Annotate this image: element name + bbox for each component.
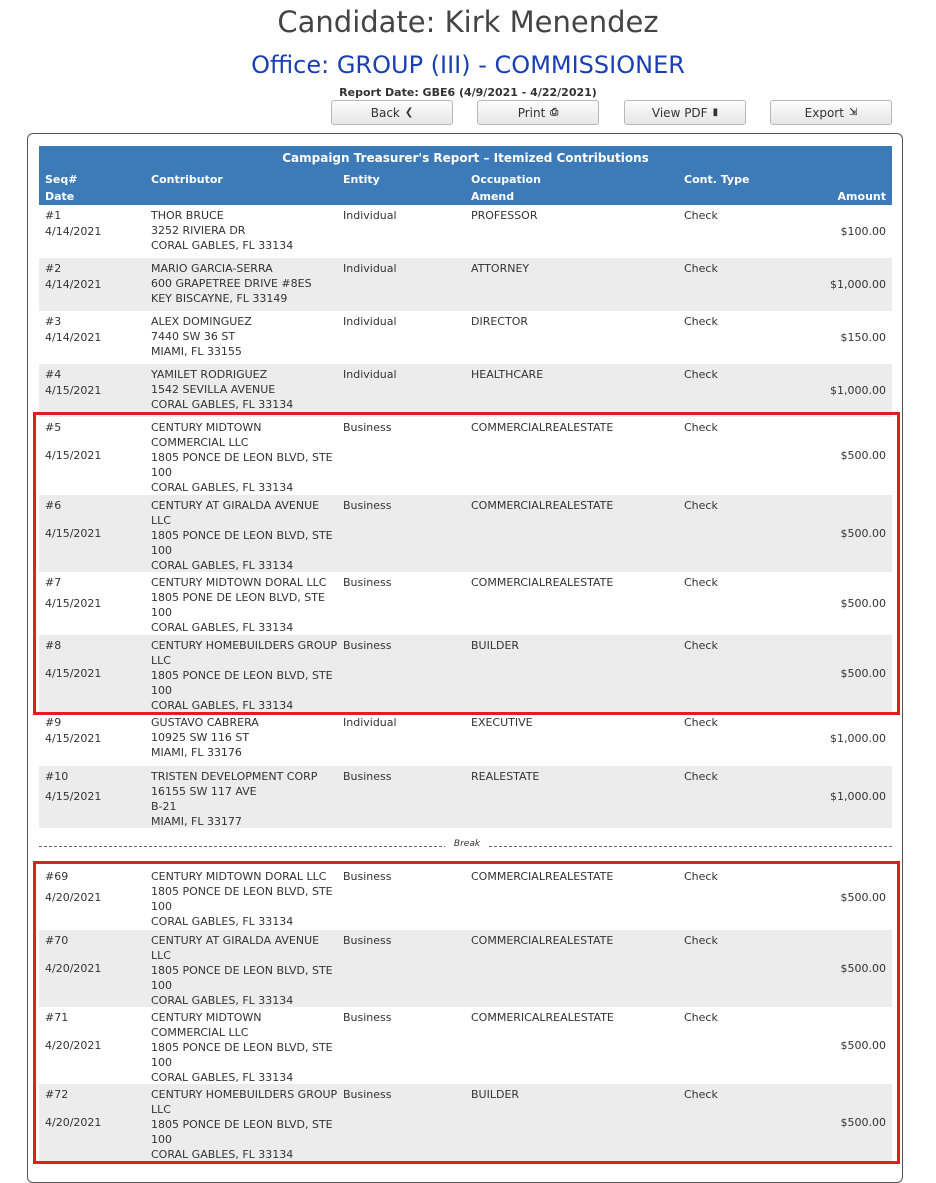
contributor-line: CENTURY MIDTOWN (151, 421, 262, 434)
view-pdf-label: View PDF (651, 105, 708, 120)
export-icon: ⇲ (848, 107, 858, 118)
chevron-left-icon: ❮ (404, 107, 414, 118)
row-date: 4/20/2021 (45, 962, 102, 975)
contributor-line: 100 (151, 466, 172, 479)
row-type: Check (684, 315, 718, 328)
report-date: Report Date: GBE6 (4/9/2021 - 4/22/2021) (339, 86, 597, 99)
col-type: Cont. Type (684, 173, 750, 186)
row-seq: #3 (45, 315, 62, 328)
table-row (39, 258, 892, 311)
row-type: Check (684, 1088, 718, 1101)
row-date: 4/20/2021 (45, 891, 102, 904)
contributor-line: CORAL GABLES, FL 33134 (151, 621, 294, 634)
break-label: Break (445, 839, 489, 849)
contributor-line: 100 (151, 684, 172, 697)
export-button[interactable] (770, 100, 892, 125)
row-type: Check (684, 209, 718, 222)
row-contributor (151, 715, 259, 760)
table-row (39, 364, 892, 417)
row-type: Check (684, 934, 718, 947)
contributor-line: 100 (151, 900, 172, 913)
row-occupation: COMMERCIALREALESTATE (471, 499, 614, 512)
row-occupation: COMMERCIALREALESTATE (471, 576, 614, 589)
print-label: Print (517, 105, 546, 120)
row-seq: #71 (45, 1011, 69, 1024)
contributor-line: ALEX DOMINGUEZ (151, 315, 252, 328)
row-type: Check (684, 870, 718, 883)
row-type: Check (684, 639, 718, 652)
contributor-line: 100 (151, 1056, 172, 1069)
row-seq: #5 (45, 421, 62, 434)
row-entity: Individual (343, 262, 397, 275)
contributor-line: B-21 (151, 800, 177, 813)
row-seq: #72 (45, 1088, 69, 1101)
row-date: 4/15/2021 (45, 527, 102, 540)
row-type: Check (684, 770, 718, 783)
row-amount: $500.00 (840, 1039, 886, 1052)
row-amount: $500.00 (840, 597, 886, 610)
row-occupation: HEALTHCARE (471, 368, 544, 381)
contributor-line: 1805 PONCE DE LEON BLVD, STE (151, 1041, 333, 1054)
print-button[interactable] (477, 100, 599, 125)
contributor-line: 1805 PONCE DE LEON BLVD, STE (151, 669, 333, 682)
back-button[interactable] (331, 100, 453, 125)
printer-icon: ⎙ (550, 107, 559, 118)
contributor-line: CENTURY MIDTOWN DORAL LLC (151, 576, 327, 589)
contributor-line: 100 (151, 606, 172, 619)
row-date: 4/20/2021 (45, 1039, 102, 1052)
contributor-line: CENTURY MIDTOWN DORAL LLC (151, 870, 327, 883)
row-entity: Business (343, 421, 392, 434)
row-entity: Individual (343, 716, 397, 729)
row-seq: #9 (45, 716, 62, 729)
row-entity: Business (343, 1011, 392, 1024)
row-seq: #69 (45, 870, 69, 883)
row-entity: Business (343, 770, 392, 783)
row-date: 4/14/2021 (45, 331, 102, 344)
row-entity: Business (343, 639, 392, 652)
row-contributor (151, 367, 293, 412)
contributor-line: CENTURY HOMEBUILDERS GROUP (151, 639, 338, 652)
row-date: 4/20/2021 (45, 1116, 102, 1129)
contributor-line: CENTURY AT GIRALDA AVENUE (151, 934, 320, 947)
row-amount: $1,000.00 (830, 384, 886, 397)
table-row (39, 311, 892, 364)
row-seq: #2 (45, 262, 62, 275)
contributor-line: CENTURY HOMEBUILDERS GROUP (151, 1088, 338, 1101)
contributor-line: CORAL GABLES, FL 33134 (151, 915, 294, 928)
contributor-line: 16155 SW 117 AVE (151, 785, 257, 798)
row-seq: #10 (45, 770, 69, 783)
office-title: Office: GROUP (III) - COMMISSIONER (251, 51, 685, 79)
row-entity: Business (343, 1088, 392, 1101)
row-entity: Business (343, 934, 392, 947)
row-entity: Business (343, 576, 392, 589)
contributor-line: LLC (151, 1103, 171, 1116)
contributor-line: 1805 PONCE DE LEON BLVD, STE (151, 1118, 333, 1131)
contributor-line: CORAL GABLES, FL 33134 (151, 994, 294, 1007)
row-occupation: COMMERCIALREALESTATE (471, 421, 614, 434)
row-occupation: REALESTATE (471, 770, 540, 783)
row-date: 4/15/2021 (45, 384, 102, 397)
contributor-line: GUSTAVO CABRERA (151, 716, 259, 729)
col-seq: Seq# (45, 173, 78, 186)
row-amount: $1,000.00 (830, 732, 886, 745)
row-seq: #6 (45, 499, 62, 512)
export-label: Export (804, 105, 844, 120)
contributor-line: YAMILET RODRIGUEZ (151, 368, 268, 381)
row-entity: Individual (343, 209, 397, 222)
contributor-line: 3252 RIVIERA DR (151, 224, 246, 237)
back-label: Back (370, 105, 400, 120)
contributor-line: 1542 SEVILLA AVENUE (151, 383, 276, 396)
col-occupation: Occupation (471, 173, 541, 186)
row-entity: Business (343, 499, 392, 512)
row-seq: #7 (45, 576, 62, 589)
row-amount: $500.00 (840, 1116, 886, 1129)
row-contributor (151, 208, 293, 253)
row-occupation: COMMERCIALREALESTATE (471, 934, 614, 947)
file-icon: ▮ (712, 107, 719, 118)
contributor-line: CORAL GABLES, FL 33134 (151, 398, 294, 411)
row-occupation: PROFESSOR (471, 209, 538, 222)
contributor-line: 1805 PONCE DE LEON BLVD, STE (151, 885, 333, 898)
col-amend: Amend (471, 190, 515, 203)
row-date: 4/15/2021 (45, 732, 102, 745)
row-date: 4/15/2021 (45, 790, 102, 803)
break-separator (39, 839, 892, 853)
row-type: Check (684, 499, 718, 512)
row-seq: #4 (45, 368, 62, 381)
row-amount: $100.00 (840, 225, 886, 238)
row-date: 4/14/2021 (45, 225, 102, 238)
contributor-line: COMMERCIAL LLC (151, 1026, 249, 1039)
contributor-line: COMMERCIAL LLC (151, 436, 249, 449)
row-occupation: COMMERICALREALESTATE (471, 1011, 614, 1024)
row-amount: $150.00 (840, 331, 886, 344)
row-occupation: COMMERCIALREALESTATE (471, 870, 614, 883)
contributor-line: KEY BISCAYNE, FL 33149 (151, 292, 288, 305)
contributor-line: CENTURY AT GIRALDA AVENUE (151, 499, 320, 512)
contributor-line: CORAL GABLES, FL 33134 (151, 1148, 294, 1161)
col-date: Date (45, 190, 75, 203)
row-type: Check (684, 368, 718, 381)
row-contributor (151, 769, 317, 829)
highlight-box-2 (33, 861, 900, 1164)
table-row (39, 766, 892, 828)
row-seq: #70 (45, 934, 69, 947)
row-occupation: EXECUTIVE (471, 716, 533, 729)
contributor-line: CORAL GABLES, FL 33134 (151, 699, 294, 712)
contributor-line: THOR BRUCE (151, 209, 224, 222)
contributor-line: 1805 PONCE DE LEON BLVD, STE (151, 529, 333, 542)
row-occupation: BUILDER (471, 639, 520, 652)
contributor-line: 1805 PONE DE LEON BLVD, STE (151, 591, 325, 604)
table-title: Campaign Treasurer's Report – Itemized Contributions (282, 151, 649, 165)
contributor-line: 600 GRAPETREE DRIVE #8ES (151, 277, 312, 290)
contributor-line: 1805 PONCE DE LEON BLVD, STE (151, 451, 333, 464)
row-type: Check (684, 716, 718, 729)
contributor-line: LLC (151, 654, 171, 667)
table-row (39, 712, 892, 766)
row-entity: Business (343, 870, 392, 883)
row-contributor (151, 261, 312, 306)
table-header (39, 146, 892, 205)
row-type: Check (684, 421, 718, 434)
col-amount: Amount (837, 190, 886, 203)
row-entity: Individual (343, 315, 397, 328)
col-contributor: Contributor (151, 173, 223, 186)
contributor-line: 10925 SW 116 ST (151, 731, 250, 744)
row-type: Check (684, 576, 718, 589)
contributor-line: CENTURY MIDTOWN (151, 1011, 262, 1024)
contributor-line: CORAL GABLES, FL 33134 (151, 1071, 294, 1084)
contributor-line: MIAMI, FL 33176 (151, 746, 242, 759)
contributor-line: 7440 SW 36 ST (151, 330, 236, 343)
contributor-line: 100 (151, 544, 172, 557)
table-row (39, 205, 892, 258)
contributor-line: LLC (151, 514, 171, 527)
contributor-line: MIAMI, FL 33155 (151, 345, 242, 358)
row-date: 4/15/2021 (45, 667, 102, 680)
contributor-line: 100 (151, 1133, 172, 1146)
row-type: Check (684, 1011, 718, 1024)
row-amount: $500.00 (840, 962, 886, 975)
row-type: Check (684, 262, 718, 275)
row-date: 4/14/2021 (45, 278, 102, 291)
row-entity: Individual (343, 368, 397, 381)
row-occupation: BUILDER (471, 1088, 520, 1101)
contributor-line: CORAL GABLES, FL 33134 (151, 481, 294, 494)
contributor-line: MIAMI, FL 33177 (151, 815, 242, 828)
contributor-line: LLC (151, 949, 171, 962)
highlight-box-1 (33, 412, 900, 715)
row-contributor (151, 314, 252, 359)
contributor-line: 100 (151, 979, 172, 992)
row-amount: $1,000.00 (830, 790, 886, 803)
row-amount: $1,000.00 (830, 278, 886, 291)
row-date: 4/15/2021 (45, 597, 102, 610)
row-seq: #1 (45, 209, 62, 222)
contributor-line: CORAL GABLES, FL 33134 (151, 559, 294, 572)
row-seq: #8 (45, 639, 62, 652)
candidate-title: Candidate: Kirk Menendez (277, 5, 659, 39)
row-amount: $500.00 (840, 667, 886, 680)
contributor-line: MARIO GARCIA-SERRA (151, 262, 273, 275)
col-entity: Entity (343, 173, 380, 186)
row-date: 4/15/2021 (45, 449, 102, 462)
row-amount: $500.00 (840, 891, 886, 904)
view-pdf-button[interactable] (624, 100, 746, 125)
contributor-line: CORAL GABLES, FL 33134 (151, 239, 294, 252)
row-occupation: DIRECTOR (471, 315, 529, 328)
contributor-line: 1805 PONCE DE LEON BLVD, STE (151, 964, 333, 977)
row-amount: $500.00 (840, 449, 886, 462)
contributor-line: TRISTEN DEVELOPMENT CORP (151, 770, 318, 783)
row-amount: $500.00 (840, 527, 886, 540)
row-occupation: ATTORNEY (471, 262, 530, 275)
